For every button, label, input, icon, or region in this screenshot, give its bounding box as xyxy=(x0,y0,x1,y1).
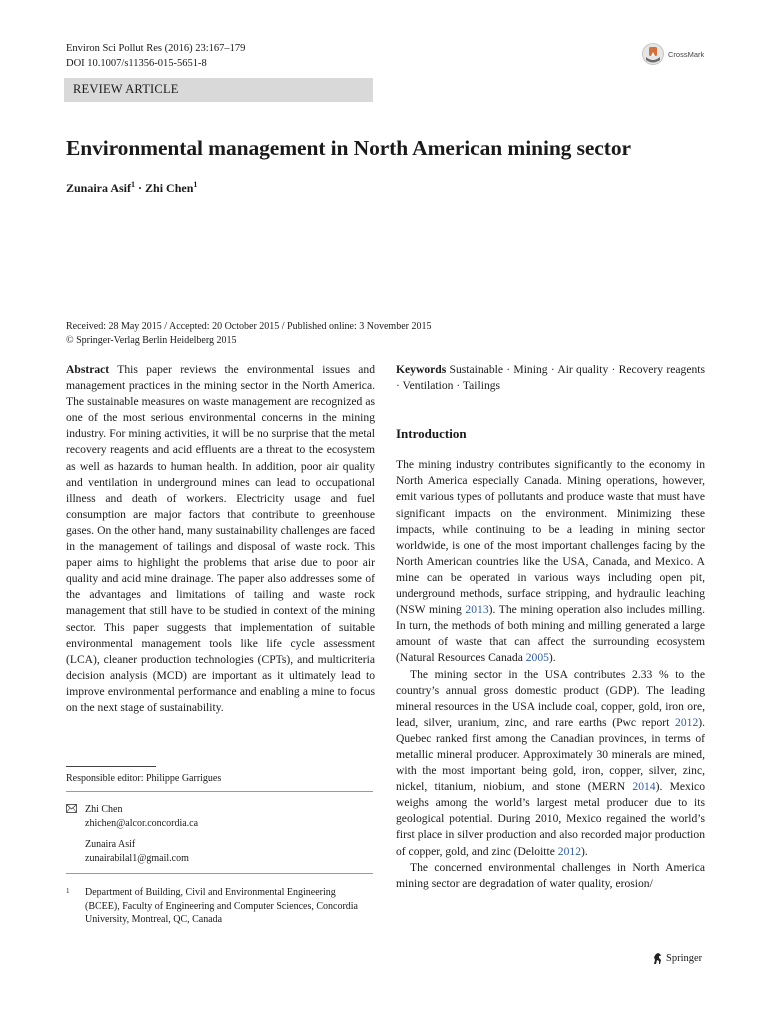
crossmark-label: CrossMark xyxy=(668,49,705,59)
contact-email[interactable]: zunairabilal1@gmail.com xyxy=(85,852,189,864)
citation-link[interactable]: 2014 xyxy=(632,780,656,794)
left-column xyxy=(66,362,375,716)
citation-link[interactable]: 2012 xyxy=(557,844,581,858)
article-title: Environmental management in North American mining sector xyxy=(66,136,631,160)
author-separator: · xyxy=(135,181,146,195)
affiliation xyxy=(66,886,366,927)
crossmark-badge[interactable] xyxy=(642,43,704,65)
affiliation-text: Department of Building, Civil and Environmental Engineering (BCEE), Faculty of Engineering and Computer Sciences, Concordia University, Montreal, QC, Canada xyxy=(85,887,358,925)
text-run: ). Quebec ranked first among the Canadian provinces, in terms of metallic mineral producer. Approximately 30 minerals are mined, with the most important being gold, iron, copper, silver, zinc, nickel, titanium, niobium, and stone (MERN xyxy=(396,715,705,794)
corresponding-authors xyxy=(66,803,198,865)
envelope-icon xyxy=(66,804,77,813)
crossmark-icon xyxy=(642,43,664,65)
footnote-rule xyxy=(66,873,373,874)
author-name[interactable]: Zunaira Asif xyxy=(66,181,132,195)
paragraph xyxy=(396,667,705,860)
publication-dates xyxy=(66,320,431,348)
history-dates: Received: 28 May 2015 / Accepted: 20 October 2015 / Published online: 3 November 2015 xyxy=(66,321,432,332)
abstract xyxy=(66,362,375,716)
journal-header xyxy=(66,41,245,71)
springer-horse-icon xyxy=(652,952,663,965)
citation-link[interactable]: 2012 xyxy=(675,715,699,729)
contact-name: Zhi Chen xyxy=(85,804,123,815)
article-type: REVIEW ARTICLE xyxy=(73,82,179,96)
keywords-text: Sustainable · Mining · Air quality · Recovery reagents · Ventilation · Tailings xyxy=(396,363,705,393)
text-run: ). xyxy=(548,651,556,665)
publisher-name: Springer xyxy=(666,953,703,964)
keywords xyxy=(396,362,705,394)
abstract-text: This paper reviews the environmental issues and management practices in the mining sector in the North America. The sustainable measures on waste management are recognized as one of the most serious environmental concerns in the mining industry. For mining activities, it will be no surprise that the metal recovery reagents and acid effluents are a threat to the ecosystem as well as hazards to human health. In addition, poor air quality and ventilation in underground mines can lead to occupational illness and death of workers. Electricity usage and fuel consumption are major factors that contribute to greenhouse gases. On the other hand, many sustainability challenges are faced in the management of tailings and disposal of waste rock. This paper aims to highlight the problems that arise due to poor air quality and acid mine drainage. The paper also addresses some of the advantages and limitations of tailing and waste rock management that still have to be studied in context of the mining sector. This paper suggests that implementation of suitable environmental management tools like life cycle assessment (LCA), cleaner production technologies (CPTs), and multicriteria decision analysis (MCD) are important as it ultimately lead to improve environmental performance and enabling a mine to focus on the next stage of sustainability. xyxy=(66,363,375,714)
citation-link[interactable]: 2013 xyxy=(465,603,489,617)
section-heading-introduction: Introduction xyxy=(396,426,467,442)
text-run: The mining industry contributes significantly to the economy in North America especially Canada. Mining operations, however, emit various types of pollutants and produce waste that must have significant impacts on the environment. Minimizing these impacts, while continuing to be a leading in mining sector worldwide, is one of the most important challenges facing by the North American countries like the USA, Canada, and Mexico. A mine can be operated in various ways including open pit, underground methods, surface stripping, and hydraulic leaching (NSW mining xyxy=(396,458,705,617)
contact-email[interactable]: zhichen@alcor.concordia.ca xyxy=(85,817,199,829)
contact-block xyxy=(66,803,198,865)
text-run: The mining sector in the USA contributes 2.33 % to the country’s annual gross domestic product (GDP). The leading mineral resources in the USA include coal, copper, gold, iron ore, lead, silver, uranium, zinc, and rare earths (Pwc report xyxy=(396,667,705,729)
affiliation-marker: 1 xyxy=(131,180,136,189)
paragraph: The concerned environmental challenges in North America mining sector are degradation of water quality, erosion/ xyxy=(396,860,705,890)
responsible-editor: Responsible editor: Philippe Garrigues xyxy=(66,773,222,784)
contact-name: Zunaira Asif xyxy=(85,839,136,850)
article-type-banner xyxy=(64,78,373,102)
text-run: ). xyxy=(580,844,588,858)
footnote-rule xyxy=(66,791,373,792)
author-name[interactable]: Zhi Chen xyxy=(145,181,194,195)
text-run: ). Mexico weighs among the world’s largest metal producer due to its geological potential. During 2010, Mexico regained the world’s first place in silver production and also recorded major production of copper, gold, and zinc (Deloitte xyxy=(396,780,706,858)
doi: DOI 10.1007/s11356-015-5651-8 xyxy=(66,58,207,69)
affiliation-number: 1 xyxy=(66,887,70,895)
citation-link[interactable]: 2005 xyxy=(525,651,549,665)
keywords-label: Keywords xyxy=(396,363,447,376)
affiliation-marker: 1 xyxy=(193,180,198,189)
copyright-line: © Springer-Verlag Berlin Heidelberg 2015 xyxy=(66,335,237,346)
paragraph xyxy=(396,457,705,666)
author-list xyxy=(66,180,197,196)
publisher-mark xyxy=(652,952,702,965)
abstract-label: Abstract xyxy=(66,363,110,376)
right-column xyxy=(396,362,705,892)
text-run: ). The mining operation also includes milling. In turn, the methods of both mining and milling generated a large amount of waste that can affect the surrounding ecosystem (Natural Resources Canada xyxy=(396,603,705,665)
footnote-divider xyxy=(66,766,156,767)
journal-citation: Environ Sci Pollut Res (2016) 23:167–179 xyxy=(66,43,246,54)
